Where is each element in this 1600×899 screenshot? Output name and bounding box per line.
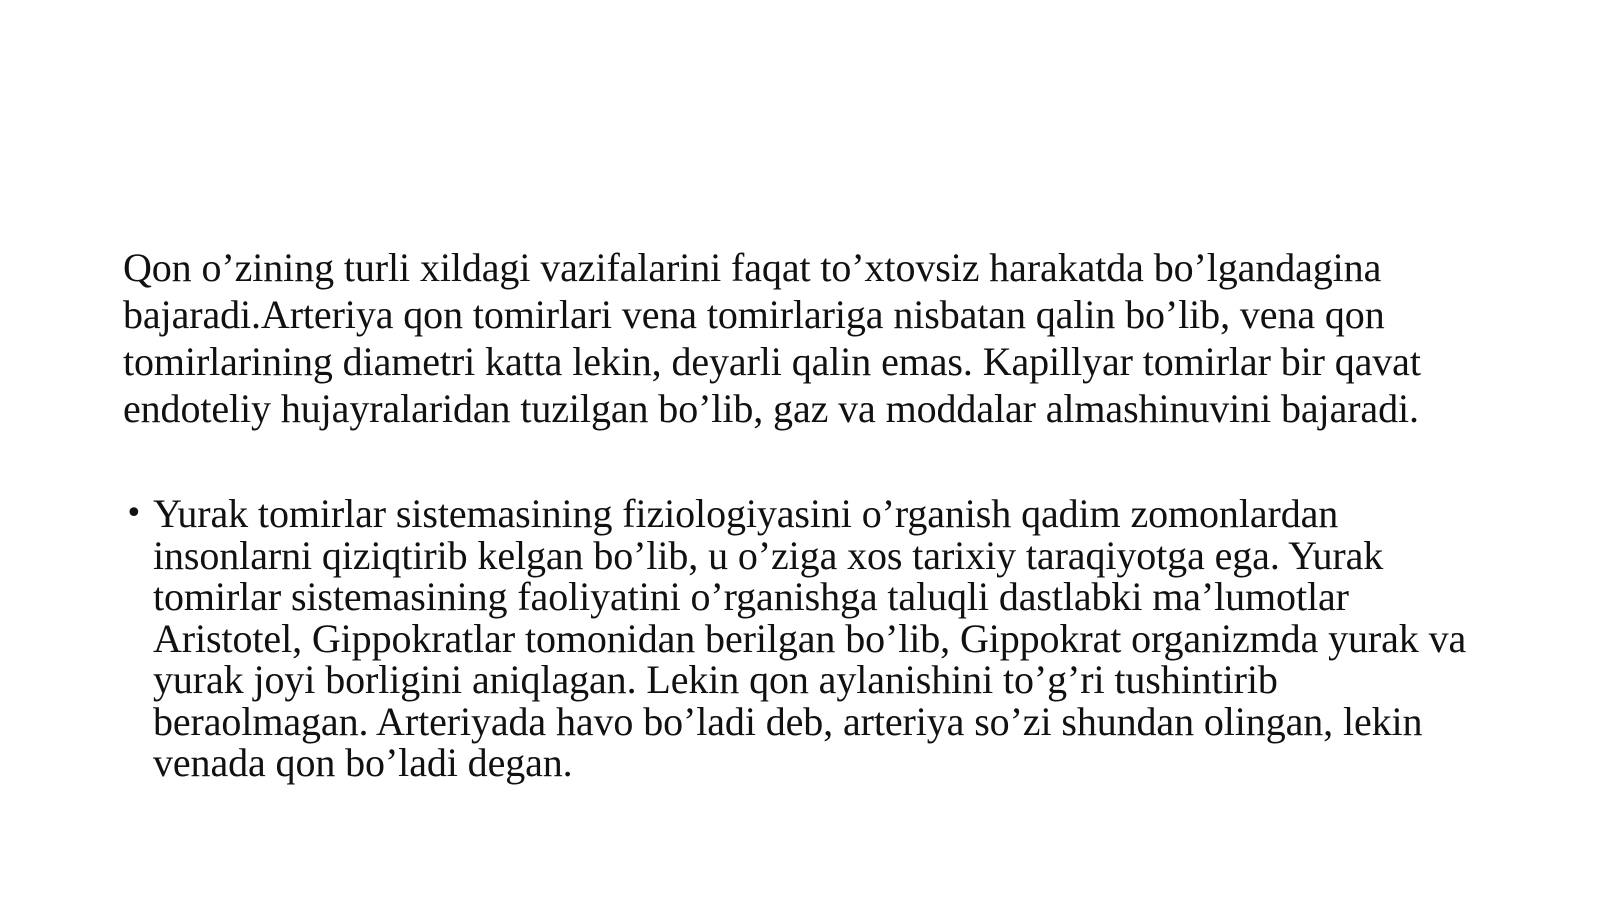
bullet-item [123, 493, 1483, 784]
body-paragraph: Qon o’zining turli xildagi vazifalarini faqat to’xtovsiz harakatda bo’lgandagina bajaradi.Arteriya qon tomirlari vena tomirlariga nisbatan qalin bo’lib, vena qon tomirlarining diametri katta lekin, deyarli qalin emas. Kapillyar tomirlar bir qavat endoteliy hujayralaridan tuzilgan bo’lib, gaz va moddalar almashinuvini bajaradi. [123, 245, 1421, 431]
bullet-text: Yurak tomirlar sistemasining fiziologiyasini o’rganish qadim zomonlardan insonlarni qiziqtirib kelgan bo’lib, u o’ziga xos tarixiy taraqiyotga ega. Yurak tomirlar sistemasining faoliyatini o’rganishga taluqli dastlabki ma’lumotlar Aristotel, Gippokratlar tomonidan berilgan bo’lib, Gippokrat organizmda yurak va yurak joyi borligini aniqlagan. Lekin qon aylanishini to’g’ri tushintirib beraolmagan. Arteriyada havo bo’ladi deb, arteriya so’zi shundan olingan, lekin venada qon bo’ladi degan. [153, 491, 1467, 785]
bullet-dot-icon: • [125, 496, 143, 531]
bullet-list [123, 493, 1483, 784]
